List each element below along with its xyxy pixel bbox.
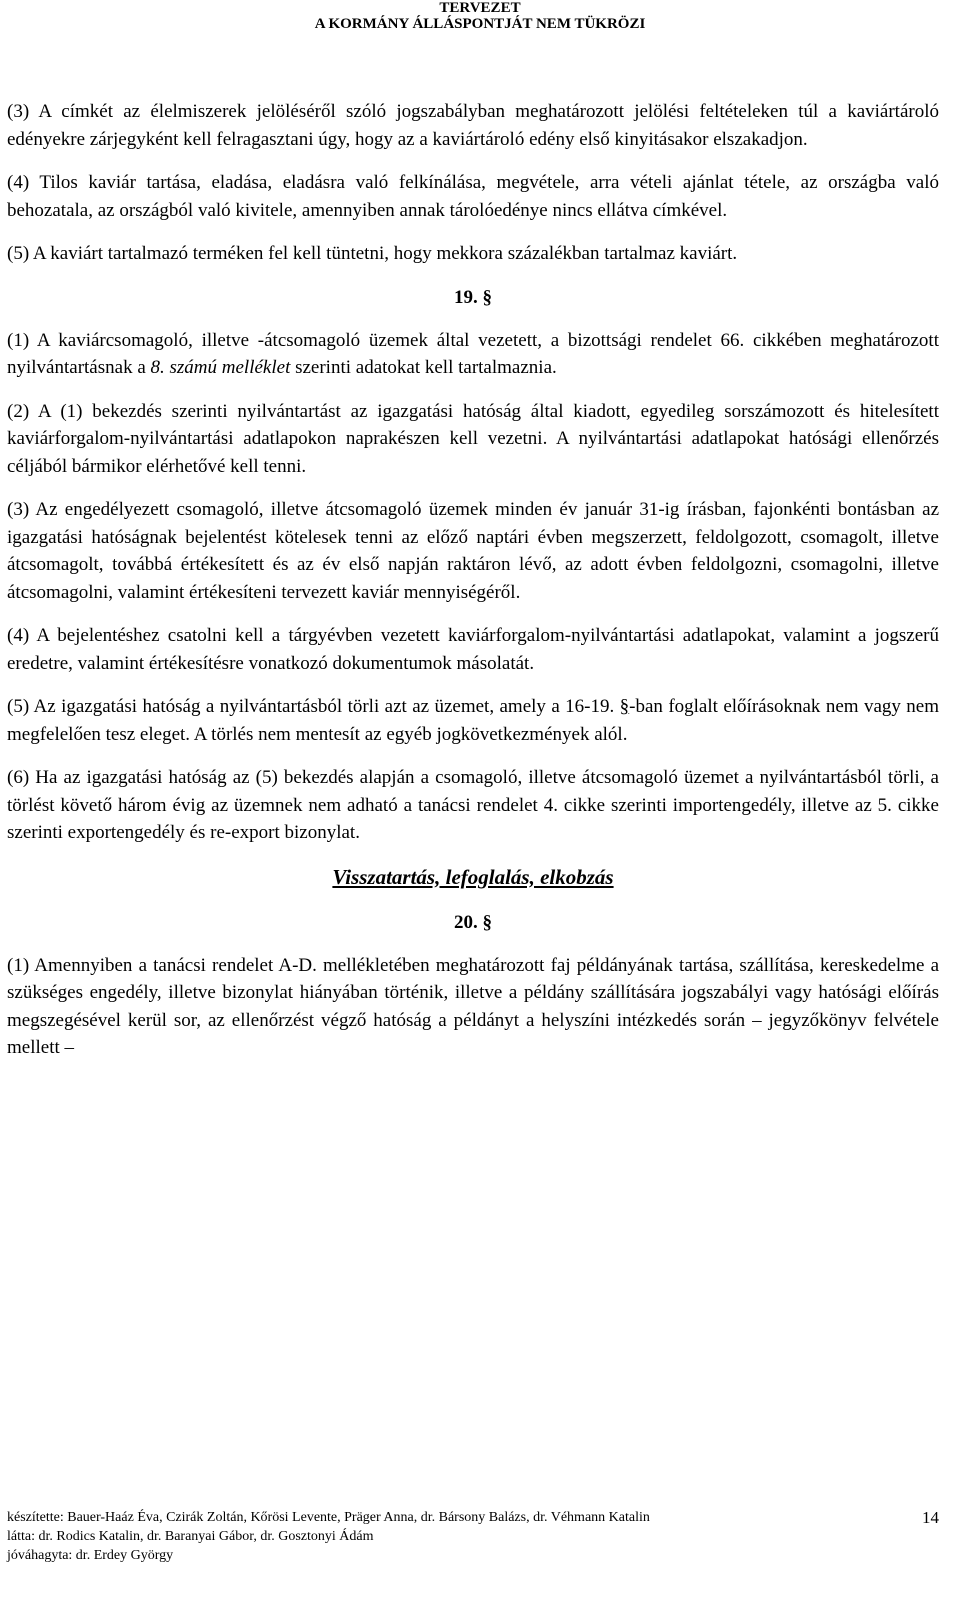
section-sign: § xyxy=(482,911,492,933)
footer-seen-by: látta: dr. Rodics Katalin, dr. Baranyai Gábor, dr. Gosztonyi Ádám xyxy=(7,1529,374,1544)
paragraph-19-1-text-b: szerinti adatokat kell tartalmaznia. xyxy=(290,357,557,378)
section-20-number: 20. xyxy=(454,911,478,933)
document-footer xyxy=(7,1508,939,1565)
header-disclaimer: A KORMÁNY ÁLLÁSPONTJÁT NEM TÜKRÖZI xyxy=(314,16,646,32)
paragraph-19-3: (3) Az engedélyezett csomagoló, illetve átcsomagoló üzemek minden év január 31-ig írásban, fajonkénti bontásban az igazgatási hatóságnak bejelentést kötelesek tenni az előző naptári évben megszerzett, feldolgozott, csomagolt, illetve átcsomagolt, továbbá értékesített és az év első napján raktáron lévő, az adott évben feldolgozni, csomagolni, illetve átcsomagolni, valamint értékesíteni tervezett kaviár mennyiségéről. xyxy=(7,499,939,603)
annex-reference: 8. számú melléklet xyxy=(150,357,291,378)
section-20-heading xyxy=(7,909,939,936)
footer-credits xyxy=(7,1508,939,1565)
paragraph-18-5: (5) A kaviárt tartalmazó terméken fel kell tüntetni, hogy mekkora százalékban tartalmaz kaviárt. xyxy=(7,243,738,264)
paragraph-19-5-text-b: -ban foglalt előírásoknak nem vagy nem megfelelően tesz eleget. A törlés nem mentesít az egyéb jogkövetkezmények alól. xyxy=(7,696,939,745)
header-draft-label: TERVEZET xyxy=(439,0,521,16)
section-19-heading xyxy=(7,284,939,311)
paragraph-19-1-text-a: (1) A kaviárcsomagoló, illetve -átcsomagoló üzemek által vezetett, a bizottsági rendelet 66. cikkében meghatározott nyilvántartásnak a xyxy=(7,329,939,378)
paragraph-20-1: (1) Amennyiben a tanácsi rendelet A-D. mellékletében meghatározott faj példányának tartása, szállítása, kereskedelme a szükséges engedély, illetve bizonylat hiányában történik, illetve a példány szállítására jogszabályi vagy hatósági előírás megszegésével kerül sor, az ellenőrzést végző hatóság a példányt a helyszíni intézkedés során – jegyzőkönyv felvétele mellett – xyxy=(7,954,939,1058)
section-sign: § xyxy=(619,696,630,717)
paragraph-19-2: (2) A (1) bekezdés szerinti nyilvántartást az igazgatási hatóság által kiadott, egyedileg sorszámozott és hitelesített kaviárforgalom-nyilvántartási adatlapokon naprakészen kell vezetni. A nyilvántartási adatlapokat hatósági ellenőrzés céljából bármikor elérhetővé kell tenni. xyxy=(7,400,939,477)
section-19-number: 19. xyxy=(454,286,478,308)
document-header xyxy=(0,0,960,32)
paragraph-18-3: (3) A címkét az élelmiszerek jelöléséről szóló jogszabályban meghatározott jelölési feltételeken túl a kaviártároló edényekre zárjegyként kell felragasztani úgy, hogy az a kaviártároló edény első kinyitásakor elszakadjon. xyxy=(7,101,939,150)
paragraph-19-1 xyxy=(7,327,939,382)
paragraph-18-4: (4) Tilos kaviár tartása, eladása, eladásra való felkínálása, megvétele, arra vételi ajánlat tétele, az országba való behozatala, az országból való kivitele, amennyiben annak tárolóedénye nincs ellátva címkével. xyxy=(7,172,939,221)
paragraph-19-6: (6) Ha az igazgatási hatóság az (5) bekezdés alapján a csomagoló, illetve átcsomagoló üzemet a nyilvántartásból törli, a törlést követő három évig az üzemnek nem adható a tanácsi rendelet 4. cikke szerinti importengedély, illetve az 5. cikke szerinti exportengedély és re-export bizonylat. xyxy=(7,767,939,843)
footer-prepared-by: készítette: Bauer-Haáz Éva, Czirák Zoltán, Kőrösi Levente, Präger Anna, dr. Bársony Balázs, dr. Véhmann Katalin xyxy=(7,1510,650,1525)
document-body xyxy=(7,98,939,1078)
paragraph-19-4: (4) A bejelentéshez csatolni kell a tárgyévben vezetett kaviárforgalom-nyilvántartási adatlapokat, valamint a jogszerű eredetre, valamint értékesítésre vonatkozó dokumentumok másolatát. xyxy=(7,625,939,674)
section-sign: § xyxy=(482,286,492,308)
paragraph-19-5-text-a: (5) Az igazgatási hatóság a nyilvántartásból törli azt az üzemet, amely a 16-19. xyxy=(7,696,620,717)
chapter-title: Visszatartás, lefoglalás, elkobzás xyxy=(332,864,614,889)
page-number: 14 xyxy=(922,1508,939,1527)
footer-approved-by: jóváhagyta: dr. Erdey György xyxy=(7,1548,174,1563)
paragraph-19-5 xyxy=(7,693,939,748)
